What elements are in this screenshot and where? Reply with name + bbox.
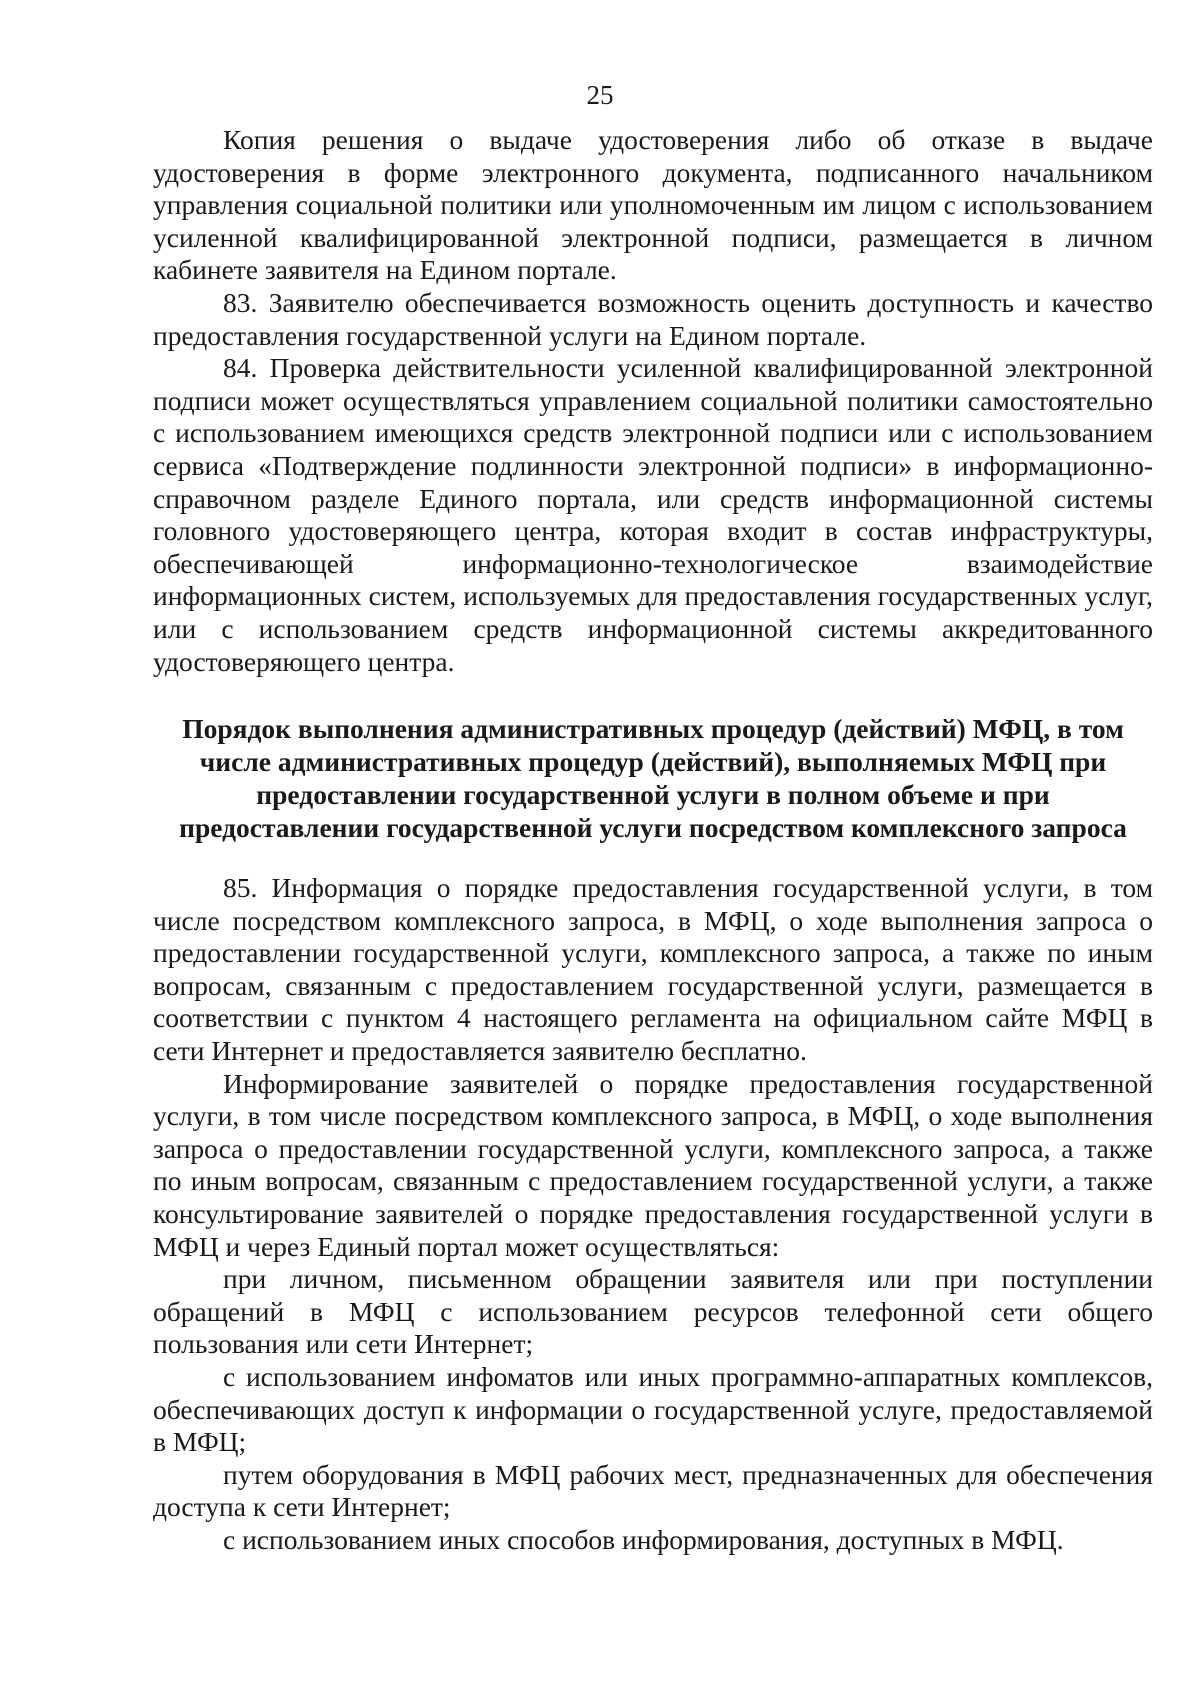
paragraph-84: 84. Проверка действительности усиленной квалифицированной электронной подписи может осуществляться управлением социальной политики самостоятельно с использованием имеющихся средств электронной подписи или с использованием сервиса «Подтверждение подлинности электронной подписи» в информационно-справочном разделе Единого портала, или средств информационной системы головного удостоверяющего центра, которая входит в состав инфраструктуры, обеспечивающей информационно-технологическое взаимодействие информационных систем, используемых для предоставления государственных услуг, или с использованием средств информационной системы аккредитованного удостоверяющего центра. <box>153 352 1153 677</box>
list-item-infomats: с использованием инфоматов или иных программно-аппаратных комплексов, обеспечивающих доступ к информации о государственной услуге, предоставляемой в МФЦ; <box>153 1361 1153 1458</box>
list-item-workplaces: путем оборудования в МФЦ рабочих мест, предназначенных для обеспечения доступа к сети Интернет; <box>153 1458 1153 1523</box>
paragraph-decision-copy: Копия решения о выдаче удостоверения либо об отказе в выдаче удостоверения в форме электронного документа, подписанного начальником управления социальной политики или уполномоченным им лицом с использованием усиленной квалифицированной электронной подписи, размещается в личном кабинете заявителя на Едином портале. <box>153 124 1153 286</box>
paragraph-informing: Информирование заявителей о порядке предоставления государственной услуги, в том числе посредством комплексного запроса, в МФЦ, о ходе выполнения запроса о предоставлении государственной услуги, комплексного запроса, а также по иным вопросам, связанным с предоставлением государственной услуги, а также консультирование заявителей о порядке предоставления государственной услуги в МФЦ и через Единый портал может осуществляться: <box>153 1067 1153 1262</box>
list-item-personal-request: при личном, письменном обращении заявителя или при поступлении обращений в МФЦ с использованием ресурсов телефонной сети общего пользования или сети Интернет; <box>153 1263 1153 1360</box>
paragraph-85: 85. Информация о порядке предоставления государственной услуги, в том числе посредством комплексного запроса, в МФЦ, о ходе выполнения запроса о предоставлении государственной услуги, комплексного запроса, а также по иным вопросам, связанным с предоставлением государственной услуги, размещается в соответствии с пунктом 4 настоящего регламента на официальном сайте МФЦ в сети Интернет и предоставляется заявителю бесплатно. <box>153 872 1153 1067</box>
paragraph-83: 83. Заявителю обеспечивается возможность оценить доступность и качество предоставления государственной услуги на Едином портале. <box>153 286 1153 351</box>
page-number: 25 <box>586 80 614 110</box>
document-body <box>153 124 1153 1557</box>
section-heading: Порядок выполнения административных процедур (действий) МФЦ, в том числе административных процедур (действий), выполняемых МФЦ при предоставлении государственной услуги в полном объеме и при предоставлении государственной услуги посредством комплексного запроса <box>179 713 1127 844</box>
list-item-other-methods: с использованием иных способов информирования, доступных в МФЦ. <box>223 1523 1064 1555</box>
